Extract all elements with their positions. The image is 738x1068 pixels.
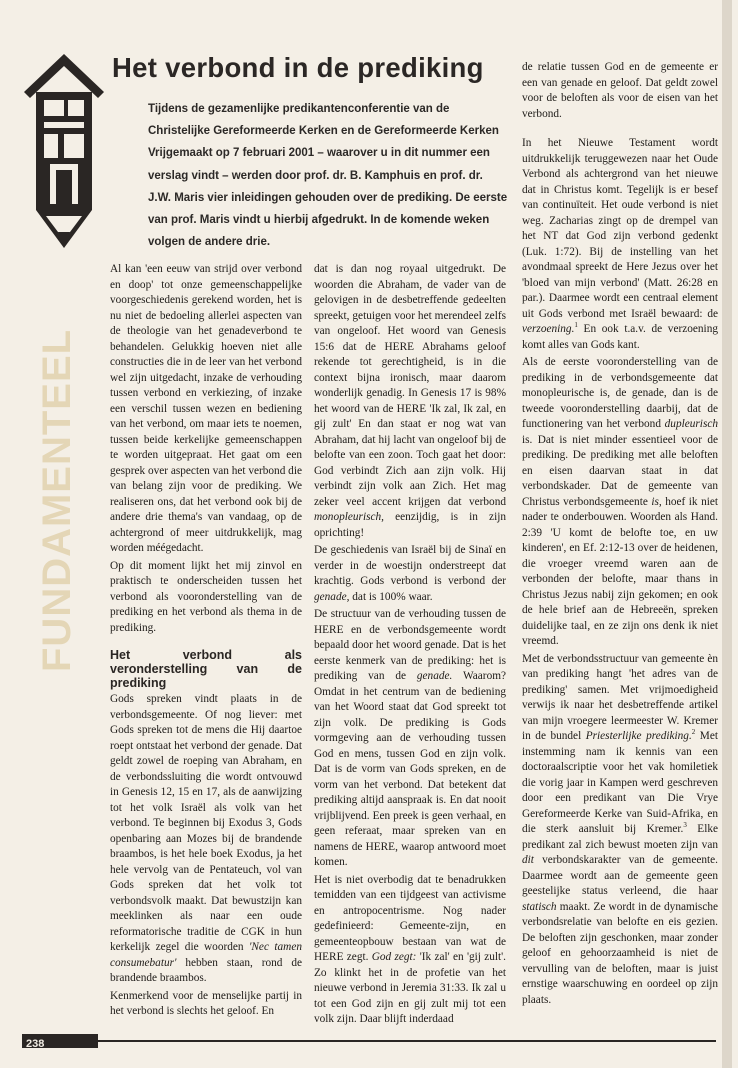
house-pencil-icon bbox=[22, 52, 106, 252]
page-number-box bbox=[22, 1034, 98, 1048]
paragraph: Met de verbondsstructuur van gemeente èn van prediking hangt 'het adres van de prediking' samen. Met vrijmoedigheid verwijs ik naar het desbetreffende artikel van mijn vroegere leermeester W. Kremer in de bundel Priesterlijke prediking.$^2$ Met instemming nam ik kennis van een doctoraalscriptie voor het vak homiletiek die vorig jaar in Kampen werd geschreven door een predikant van Die Vrye Gereformeerde Kerke van Suid-Afrika, en die sterk aansluit bij Kremer.$^3$ Elke predikant zal zich bewust moeten zijn van dit verbondskarakter van de gemeente. Daarmee wordt aan de gemeente geen geestelijke status verleend, die haar statisch maakt. Ze wordt in de dynamische verbondsrelatie van belofte en eis gezien. De beloften zijn geschonken, maar zonder geloof en gehoorzaamheid is niet de vervulling van de beloften, maar is juist ernstige waarschuwing en oordeel op zijn plaats. bbox=[522, 652, 718, 1006]
paragraph: Op dit moment lijkt het mij zinvol en praktisch te onderscheiden tussen het verbond als vooronderstelling van de prediking en het verbond als thema in de prediking. bbox=[110, 559, 302, 634]
column-2 bbox=[314, 262, 506, 1030]
footnote-ref: 2 bbox=[691, 728, 696, 737]
page-edge bbox=[722, 0, 732, 1068]
footer-rule bbox=[98, 1040, 716, 1042]
column-1 bbox=[110, 262, 302, 1022]
vertical-section-label bbox=[28, 262, 82, 682]
page-number: 238 bbox=[26, 1038, 45, 1050]
paragraph: Kenmerkend voor de menselijke partij in het verbond is slechts het geloof. En bbox=[110, 989, 302, 1017]
paragraph: De structuur van de verhouding tussen de HERE en de verbondsgemeente wordt bepaald door het woord genade. Dat is het eerste kenmerk van de prediking: het is prediking van de genade. Waarom? Omdat in het centrum van de bediening van het Woord staat dat God spreekt tot zijn volk. De prediking is Gods vormgeving aan de verhouding tussen God en mens, tussen God en zijn volk. Dat is de vorm van Gods spreken, en de vorm van het verbond. Dat betekent dat prediking altijd aanspraak is. En dat nooit vrijblijvend. Een preek is geen verhaal, en geen referaat, maar spreken van en namens de HERE, waarop antwoord moet komen. bbox=[314, 608, 507, 868]
paragraph: de relatie tussen God en de gemeente er een van genade en geloof. Dat geldt zowel voor de beloften als voor de eisen van het verbond. bbox=[522, 61, 718, 120]
footnote-ref: 1 bbox=[574, 321, 578, 330]
paragraph: De geschiedenis van Israël bij de Sinaï en verder in de woestijn onderstreept dat krachtig. Gods verbond is verbond der genade, dat is 100% waar. bbox=[314, 544, 506, 603]
paragraph: Gods spreken vindt plaats in de verbondsgemeente. Of nog liever: met Gods spreken tot de mens die Hij daartoe roept ontstaat het verbond der genade. Dat geldt zowel de roeping van Abraham, en de verbondssluiting die wordt ontvouwd in Genesis 12, 15 en 17, als de aanwijzing tot het volk Israël als volk van het verbond. Te beginnen bij Exodus 3, Gods openbaring aan Mozes bij de brandende braambos, is het hele boek Exodus, ja het hele vervolg van de Pentateuch, vol van Gods spreken dat het volk tot verbondsvolk maakt. Dat bewustzijn kan meeklinken als naar een oude reformatorische traditie de CGK in hun kerkelijk zegel die woorden 'Nec tamen consumebatur' hebben staan, rond de brandende braambos. bbox=[110, 693, 302, 984]
paragraph: dat is dan nog royaal uitgedrukt. De woorden die Abraham, de vader van de gelovigen in de desbetreffende gedeelten spreekt, getuigen voor het merendeel zelfs van ongeloof. Het woord van Genesis 15:6 dat de HERE Abrahams geloof rekende tot gerechtigheid, is in die context bijna ironisch, maar daarom wonderlijk genadig. In Genesis 17 is 98% het woord van de HERE 'Ik zal, Ik zal, en gij zult' En dan staat er nog wat van Abraham, dat hij lacht van ongeloof bij de belofte van een zoon. Toch gaat het door: God verbindt Zich aan zijn volk. Hij verbindt zijn volk aan Zich. Het mag zeker veel accent krijgen dat verbond monopleurisch, eenzijdig, is in zijn oprichting! bbox=[314, 263, 507, 539]
paragraph: Als de eerste vooronderstelling van de prediking in de verbondsgemeente dat monopleurische is, de genade, dan is de tweede vooronderstelling daarbij, dat de functionering van het verbond dupleurisch is. Dat is niet minder essentieel voor de prediking. De prediking met alle beloften en eisen daarvan staat in dat verbondskader. Dat de gemeente van Christus verbondsgemeente is, hoef ik niet nader te onderbouwen. Woorden als Hand. 2:39 'U komt de belofte toe, en uw kinderen', en Ef. 2:12-13 over de heidenen, die vroeger vreemd waren aan de verbonden der belofte, maar thans in Christus Jezus nabij zijn gekomen; en ook de hele brief aan de Hebreeën, spreken duidelijke taal, en ze zijn ons denk ik niet vreemd. bbox=[522, 356, 719, 647]
vertical-label-text: FUNDAMENTEEL bbox=[35, 328, 79, 672]
section-heading: Het verbond als veronderstelling van de prediking bbox=[110, 648, 302, 690]
page-title: Het verbond in de prediking bbox=[112, 52, 484, 83]
intro-paragraph: Tijdens de gezamenlijke predikantenconferentie van de Christelijke Gereformeerde Kerken en de Gereformeerde Kerken Vrijgemaakt op 7 februari 2001 – waarover u in dit nummer een verslag vindt – werden door prof. dr. B. Kamphuis en prof. dr. J.W. Maris vier inleidingen gehouden over de prediking. De eerste van prof. Maris vindt u hierbij afgedrukt. In de komende weken volgen de andere drie. bbox=[148, 103, 508, 249]
paragraph: Het is niet overbodig dat te benadrukken temidden van een tijdgeest van activisme en antropocentrisme. Nog nader gedefinieerd: Gemeente-zijn, en gemeenteopbouw bestaan van wat de HERE zegt. God zegt: 'Ik zal' en 'gij zult'. Zo klinkt het in de profetie van het nieuwe verbond in Jeremia 31:33. Ik zal u tot een God zijn en gij zult mij tot een volk zijn. Daar blijft inderdaad bbox=[314, 873, 506, 1025]
paragraph: Al kan 'een eeuw van strijd over verbond en doop' tot onze gemeenschappelijke voorgeschiedenis gerekend worden, het is nu niet de bedoeling allerlei aspecten van de theologie van het genadeverbond te behandelen. Gelukkig hoeven niet alle constructies die in de leer van het verbond wel zijn uitgedacht, inzake de verhouding tussen verbond en verkiezing, of inzake een verschil tussen wezen en bediening van het verbond, om maar iets te noemen, tussen beide kerkelijke gemeenschappen te worden uitgepraat. Het gaat om een gesprek over aspecten van het verbond die van belang zijn voor de prediking. We realiseren ons, dat het verbond ook bij de andere drie thema's van vandaag, op de achtergrond of meer uitdrukkelijk, mag worden méégedacht. bbox=[110, 263, 302, 554]
paragraph: In het Nieuwe Testament wordt uitdrukkelijk teruggewezen naar het Oude Verbond als achtergrond van het nieuwe dat in Christus komt. Tegelijk is er besef van continuïteit. Het oude verbond is niet weg. Zacharias zingt op de drempel van het NT dat God zijn verbond gedenkt (Luk. 1:72). Bij de instelling van het avondmaal spreekt de Here Jezus over het 'bloed van mijn verbond' (Matt. 26:28 en par.). Daarmee wordt een centraal element uit Gods verbond met Israël bewaard: de verzoening.$^1$ En ook t.a.v. de verzoening komt alles van Gods kant. bbox=[522, 137, 718, 351]
column-3 bbox=[522, 60, 718, 1010]
footnote-ref: 3 bbox=[683, 821, 687, 830]
